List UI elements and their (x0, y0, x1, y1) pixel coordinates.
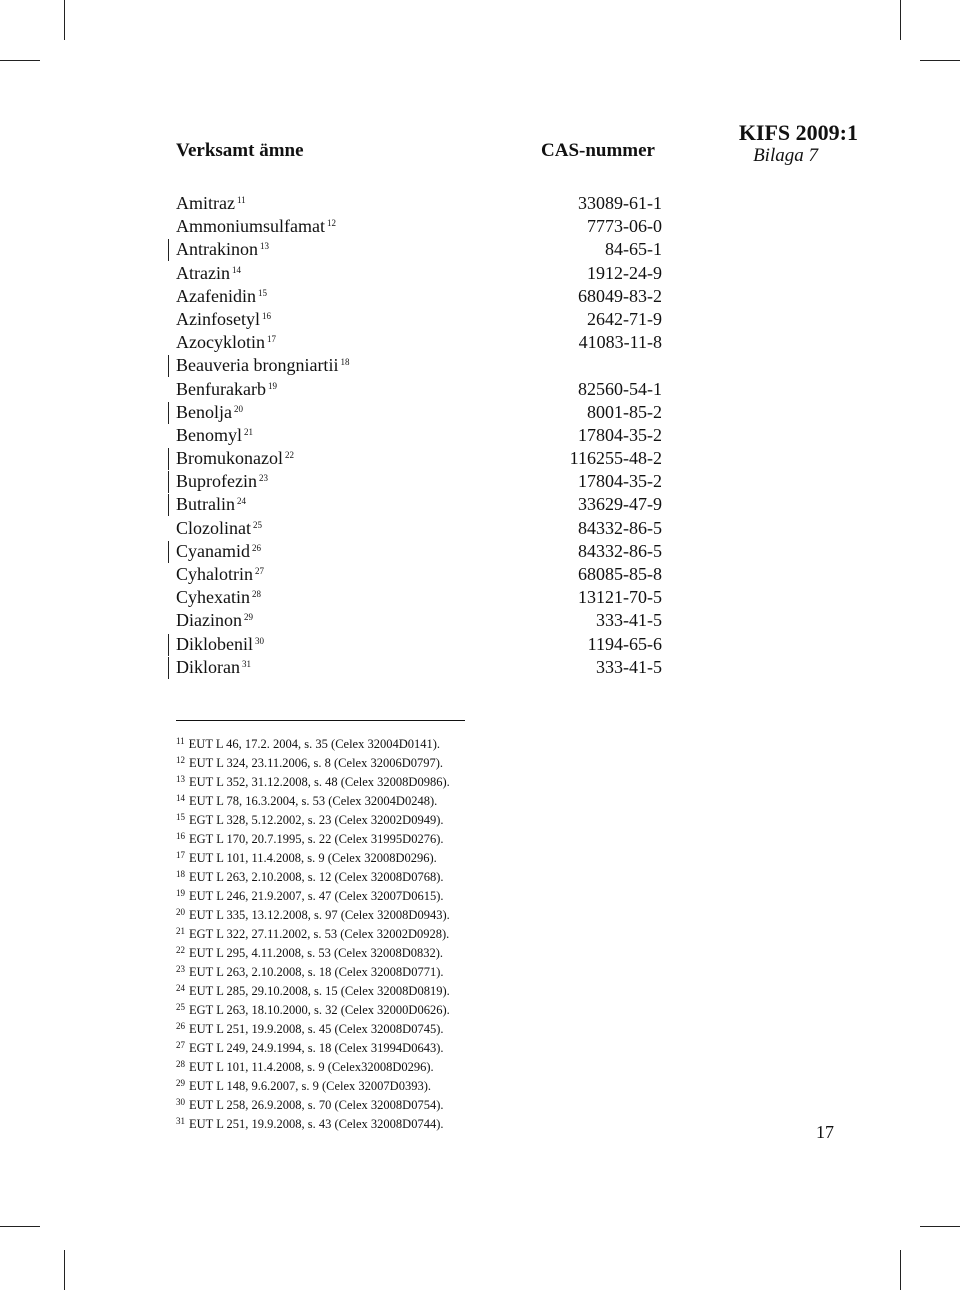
table-row (0, 192, 960, 215)
footnote (176, 944, 450, 963)
footnote-number: 26 (176, 1021, 185, 1031)
cas-number: 7773-06-0 (587, 216, 662, 237)
footnote (176, 849, 450, 868)
footnote (176, 735, 450, 754)
table-row (0, 586, 960, 609)
footnote (176, 925, 450, 944)
substance-name (176, 424, 253, 447)
substance-name-text: Ammoniumsulfamat (176, 216, 325, 237)
footnote-text: EUT L 295, 4.11.2008, s. 53 (Celex 32008D0832). (189, 946, 444, 960)
cas-number: 68049-83-2 (578, 285, 662, 306)
footnote-number: 29 (176, 1078, 185, 1088)
footnote-rule (176, 720, 465, 721)
footnote-number: 14 (176, 793, 185, 803)
footnote-text: EUT L 251, 19.9.2008, s. 45 (Celex 32008D0745). (189, 1022, 444, 1036)
annex-label: Bilaga 7 (753, 145, 818, 166)
table-row (0, 470, 960, 493)
cas-number: 8001-85-2 (587, 401, 662, 422)
substance-name (176, 285, 267, 308)
substance-name-text: Cyhalotrin (176, 564, 253, 584)
footnote-ref: 17 (266, 334, 276, 345)
footnote-ref: 25 (253, 519, 262, 530)
cas-number: 333-41-5 (596, 610, 662, 631)
cas-number: 68085-85-8 (578, 564, 662, 584)
footnote-ref: 28 (252, 589, 261, 600)
substance-name-text: Benomyl (176, 424, 242, 445)
footnote (176, 982, 450, 1001)
substance-name (176, 354, 349, 377)
footnote-text: EUT L 148, 9.6.2007, s. 9 (Celex 32007D0393). (189, 1079, 431, 1093)
footnote-number: 19 (176, 888, 185, 898)
footnote-text: EUT L 101, 11.4.2008, s. 9 (Celex32008D0296). (189, 1060, 434, 1074)
substance-name (176, 308, 271, 331)
substance-name-text: Beauveria brongniartii (176, 355, 339, 376)
cas-number: 333-41-5 (596, 656, 662, 677)
footnote-text: EUT L 285, 29.10.2008, s. 15 (Celex 32008D0819). (189, 984, 450, 998)
change-bar (168, 239, 169, 261)
substance-name-text: Bromukonazol (176, 448, 283, 469)
footnote-text: EUT L 324, 23.11.2006, s. 8 (Celex 32006D0797). (189, 756, 444, 770)
footnote-ref: 12 (326, 218, 336, 229)
footnote-number: 30 (176, 1097, 185, 1107)
substance-name (176, 378, 277, 401)
change-bar (168, 541, 169, 563)
footnote (176, 1096, 450, 1115)
substance-name-text: Azocyklotin (176, 332, 265, 353)
footnote (176, 1039, 450, 1058)
change-bar (168, 448, 169, 470)
footnotes (176, 735, 450, 1134)
footnote-text: EUT L 251, 19.9.2008, s. 43 (Celex 32008D0744). (189, 1117, 444, 1131)
footnote-ref: 31 (241, 658, 251, 669)
footnote (176, 868, 450, 887)
footnote (176, 811, 450, 830)
footnote-number: 27 (176, 1040, 185, 1050)
table-row (0, 401, 960, 424)
substance-name (176, 470, 268, 493)
table-row (0, 354, 960, 377)
crop-mark (920, 60, 960, 61)
table-row (0, 238, 960, 261)
cas-number: 1194-65-6 (587, 633, 662, 654)
footnote-text: EGT L 170, 20.7.1995, s. 22 (Celex 31995D0276). (189, 832, 444, 846)
table-row (0, 447, 960, 470)
table-row (0, 563, 960, 586)
cas-number: 2642-71-9 (587, 308, 662, 329)
substance-name-text: Dikloran (176, 656, 240, 677)
footnote-text: EGT L 328, 5.12.2002, s. 23 (Celex 32002D0949). (189, 813, 444, 827)
table-row (0, 609, 960, 632)
cas-number: 33089-61-1 (578, 193, 662, 213)
table-row (0, 424, 960, 447)
footnote-number: 21 (176, 926, 185, 936)
footnote-number: 22 (176, 945, 185, 955)
footnote-text: EUT L 46, 17.2. 2004, s. 35 (Celex 32004D0141). (188, 737, 441, 751)
footnote (176, 1115, 450, 1134)
footnote-number: 17 (176, 850, 185, 860)
substance-name (176, 493, 246, 516)
substance-name (176, 331, 276, 354)
substance-name (176, 563, 264, 586)
substance-name (176, 215, 336, 238)
substance-name-text: Amitraz (176, 193, 235, 213)
footnote-text: EUT L 263, 2.10.2008, s. 18 (Celex 32008D0771). (189, 965, 444, 979)
cas-number: 116255-48-2 (569, 448, 662, 469)
footnote (176, 963, 450, 982)
substance-table (0, 192, 960, 679)
substance-name-text: Cyhexatin (176, 587, 250, 608)
substance-name (176, 262, 241, 285)
table-row (0, 378, 960, 401)
table-row (0, 633, 960, 656)
substance-name-text: Benfurakarb (176, 378, 266, 399)
footnote (176, 830, 450, 849)
crop-mark (0, 1226, 40, 1227)
substance-name-text: Antrakinon (176, 239, 258, 260)
footnote-text: EUT L 101, 11.4.2008, s. 9 (Celex 32008D0296). (189, 851, 437, 865)
footnote-ref: 18 (340, 357, 350, 368)
column-header-cas: CAS-nummer (541, 140, 655, 161)
footnote-text: EUT L 335, 13.12.2008, s. 97 (Celex 32008D0943). (189, 908, 450, 922)
crop-mark (0, 60, 40, 61)
footnote-ref: 29 (243, 612, 253, 623)
footnote-text: EUT L 352, 31.12.2008, s. 48 (Celex 32008D0986). (189, 775, 450, 789)
footnote-ref: 15 (257, 287, 267, 298)
footnote-number: 16 (176, 831, 185, 841)
substance-name (176, 517, 262, 540)
footnote (176, 792, 450, 811)
footnote-ref: 23 (258, 473, 268, 484)
substance-name (176, 540, 261, 563)
crop-mark (64, 0, 65, 40)
crop-mark (920, 1226, 960, 1227)
footnote-text: EUT L 263, 2.10.2008, s. 12 (Celex 32008D0768). (189, 870, 444, 884)
crop-mark (64, 1250, 65, 1290)
substance-name (176, 586, 261, 609)
substance-name (176, 447, 294, 470)
footnote (176, 1077, 450, 1096)
substance-name (176, 609, 253, 632)
footnote-number: 31 (176, 1116, 185, 1126)
crop-mark (900, 0, 901, 40)
footnote-ref: 21 (244, 426, 253, 437)
table-row (0, 656, 960, 679)
table-row (0, 493, 960, 516)
column-header-substance: Verksamt ämne (176, 140, 304, 161)
footnote-ref: 13 (259, 241, 269, 252)
cas-number: 84332-86-5 (578, 517, 662, 538)
substance-name (176, 401, 243, 424)
table-row (0, 331, 960, 354)
footnote-number: 25 (176, 1002, 185, 1012)
footnote-number: 20 (176, 907, 185, 917)
footnote-text: EGT L 322, 27.11.2002, s. 53 (Celex 32002D0928). (189, 927, 450, 941)
footnote-number: 23 (176, 964, 185, 974)
footnote (176, 1058, 450, 1077)
footnote-number: 12 (176, 755, 185, 765)
change-bar (168, 355, 169, 377)
cas-number: 84-65-1 (605, 239, 662, 260)
substance-name (176, 192, 246, 215)
crop-mark (900, 1250, 901, 1290)
footnote-text: EGT L 249, 24.9.1994, s. 18 (Celex 31994D0643). (189, 1041, 444, 1055)
footnote-ref: 30 (255, 635, 264, 646)
cas-number: 17804-35-2 (578, 471, 662, 492)
footnote-text: EGT L 263, 18.10.2000, s. 32 (Celex 32000D0626). (189, 1003, 450, 1017)
substance-name (176, 633, 264, 656)
footnote-ref: 26 (252, 542, 261, 553)
substance-name (176, 656, 251, 679)
footnote-ref: 14 (231, 264, 241, 275)
footnote-text: EUT L 78, 16.3.2004, s. 53 (Celex 32004D0248). (189, 794, 438, 808)
cas-number: 13121-70-5 (578, 587, 662, 608)
substance-name (176, 238, 269, 261)
change-bar (168, 494, 169, 516)
footnote-number: 11 (176, 736, 185, 746)
substance-name-text: Azafenidin (176, 285, 256, 306)
table-row (0, 262, 960, 285)
footnote-number: 28 (176, 1059, 185, 1069)
footnote-ref: 20 (234, 403, 243, 414)
footnote (176, 773, 450, 792)
change-bar (168, 471, 169, 493)
substance-name-text: Diazinon (176, 610, 242, 631)
substance-name-text: Benolja (176, 401, 232, 422)
footnote-ref: 19 (267, 380, 277, 391)
footnote-number: 15 (176, 812, 185, 822)
table-row (0, 517, 960, 540)
footnote-number: 18 (176, 869, 185, 879)
footnote (176, 906, 450, 925)
footnote (176, 754, 450, 773)
table-row (0, 540, 960, 563)
footnote-ref: 27 (255, 566, 264, 576)
footnote (176, 887, 450, 906)
footnote-number: 13 (176, 774, 185, 784)
table-row (0, 308, 960, 331)
footnote-ref: 16 (261, 310, 271, 321)
change-bar (168, 402, 169, 424)
footnote-text: EUT L 246, 21.9.2007, s. 47 (Celex 32007D0615). (189, 889, 444, 903)
change-bar (168, 657, 169, 679)
cas-number: 82560-54-1 (578, 378, 662, 399)
document-code: KIFS 2009:1 (738, 120, 858, 145)
substance-name-text: Clozolinat (176, 517, 251, 538)
cas-number: 17804-35-2 (578, 424, 662, 445)
footnote-ref: 11 (236, 195, 246, 205)
substance-name-text: Cyanamid (176, 540, 250, 561)
substance-name-text: Butralin (176, 494, 235, 515)
cas-number: 1912-24-9 (587, 262, 662, 283)
footnote (176, 1020, 450, 1039)
footnote (176, 1001, 450, 1020)
page-number: 17 (816, 1122, 834, 1142)
substance-name-text: Atrazin (176, 262, 230, 283)
substance-name-text: Diklobenil (176, 633, 253, 654)
footnote-ref: 24 (237, 496, 246, 507)
footnote-ref: 22 (284, 450, 294, 461)
change-bar (168, 634, 169, 656)
cas-number: 84332-86-5 (578, 540, 662, 561)
substance-name-text: Azinfosetyl (176, 308, 260, 329)
footnote-text: EUT L 258, 26.9.2008, s. 70 (Celex 32008D0754). (189, 1098, 444, 1112)
footnote-number: 24 (176, 983, 185, 993)
substance-name-text: Buprofezin (176, 471, 257, 492)
cas-number: 41083-11-8 (578, 332, 662, 353)
table-row (0, 285, 960, 308)
table-row (0, 215, 960, 238)
cas-number: 33629-47-9 (578, 494, 662, 515)
